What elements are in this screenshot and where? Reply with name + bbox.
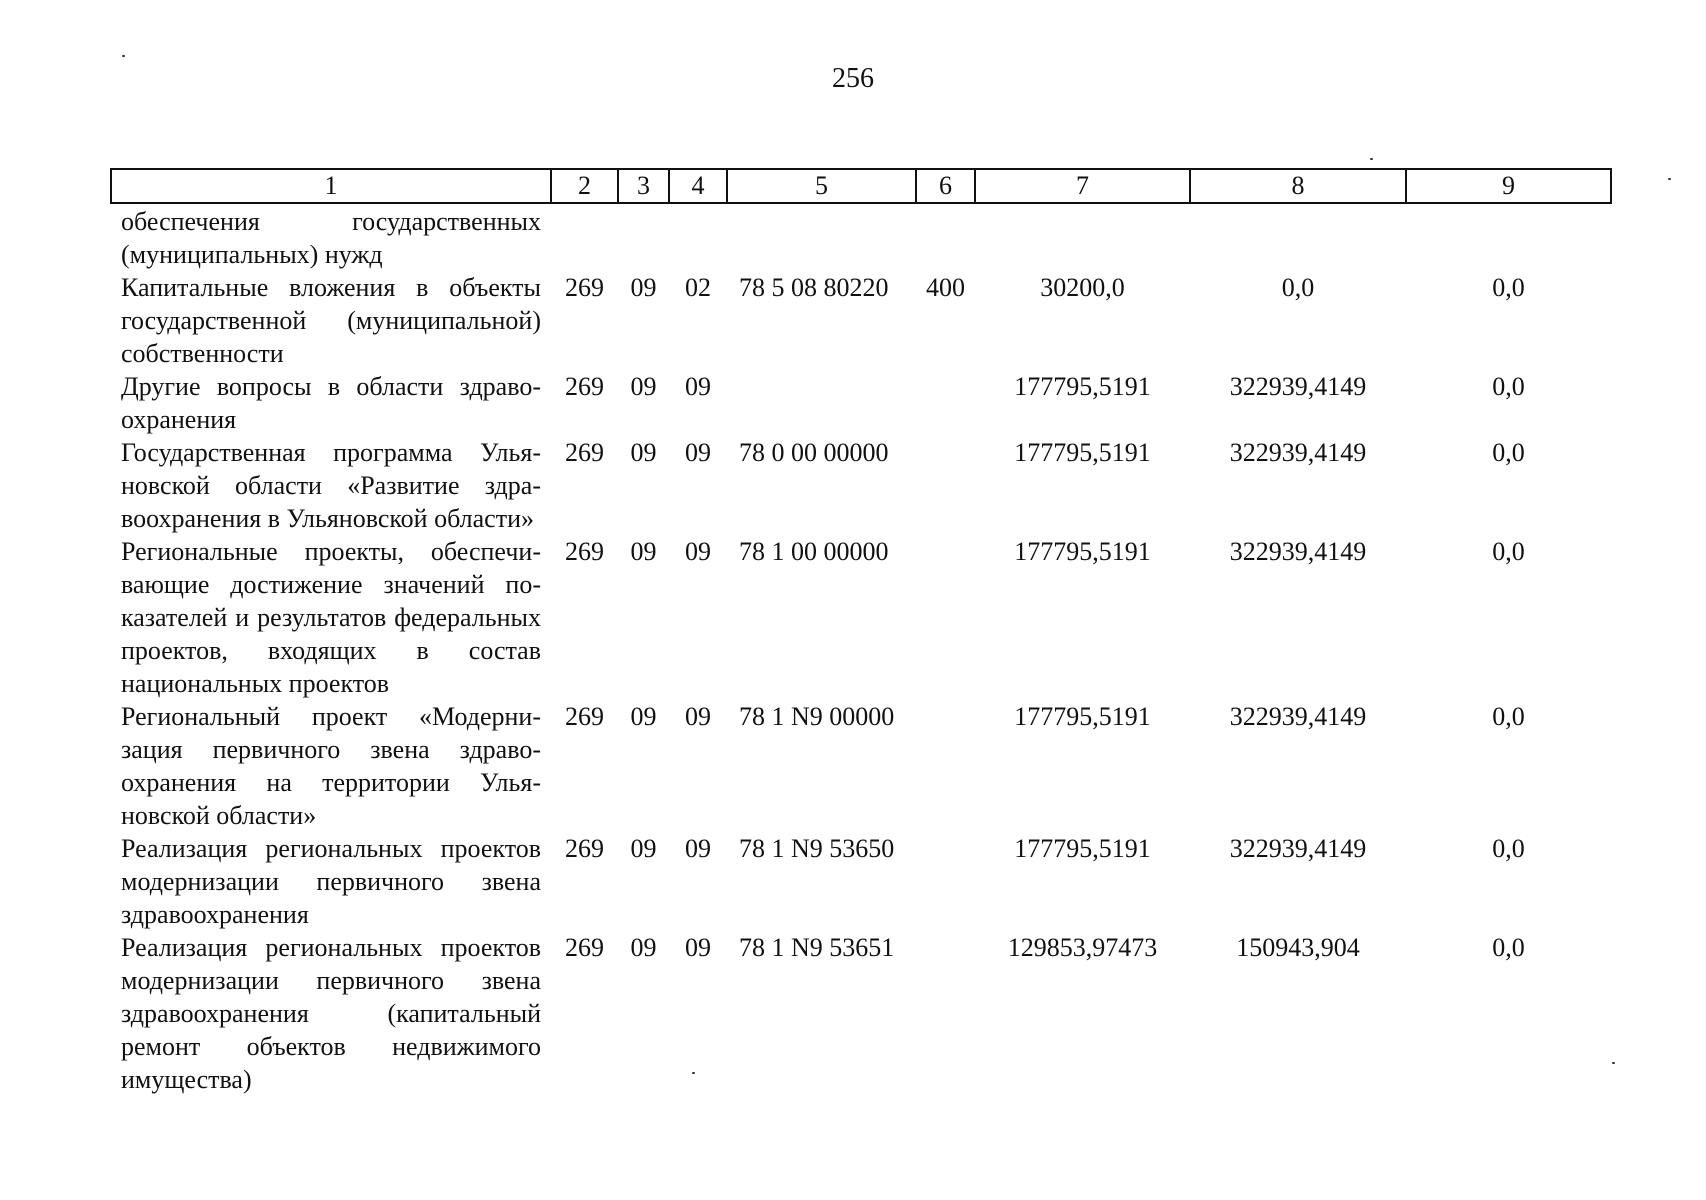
cell-col9: 0,0	[1492, 834, 1525, 863]
cell-col6	[916, 370, 975, 436]
cell-col4: 02	[685, 273, 711, 302]
cell-col4: 09	[685, 702, 711, 731]
cell-col7: 177795,5191	[1014, 834, 1151, 863]
cell-col8: 0,0	[1281, 273, 1315, 302]
cell-col2: 269	[565, 372, 604, 401]
table-row	[111, 436, 1611, 535]
cell-col2: 269	[565, 933, 604, 962]
cell-col7: 177795,5191	[1014, 438, 1151, 467]
cell-col3: 09	[630, 372, 657, 401]
table-row	[111, 535, 1611, 700]
row-name: Региональные проекты, обеспечивающие достижение значений показателей и результатов федеральных проектов, входящих в состав национальных проектов	[121, 537, 541, 698]
table-row	[111, 203, 1611, 271]
cell-col5	[727, 370, 916, 436]
cell-col4: 09	[685, 372, 711, 401]
cell-col7: 129853,97473	[1007, 933, 1158, 962]
row-name: Региональный проект «Модернизация первичного звена здравоохранения на территории Ульяновской области»	[121, 702, 541, 830]
cell-col5: 78 1 N9 00000	[739, 702, 895, 731]
cell-col8	[1190, 203, 1406, 271]
cell-col8: 150943,904	[1236, 933, 1360, 962]
cell-col3: 09	[630, 933, 657, 962]
cell-col9: 0,0	[1492, 537, 1525, 566]
cell-col6	[916, 832, 975, 931]
cell-col9: 0,0	[1492, 273, 1525, 302]
cell-col7	[975, 203, 1190, 271]
cell-col2: 269	[565, 537, 604, 566]
cell-col5: 78 1 N9 53651	[739, 933, 895, 962]
column-header: 1	[111, 169, 551, 203]
cell-col7: 30200,0	[1040, 273, 1125, 302]
cell-col5: 78 1 00 00000	[739, 537, 889, 566]
row-name: Реализация региональных проектов модернизации первичного звена здравоохранения (капитальный ремонт объектов недвижимого имущества)	[121, 933, 541, 1094]
page-number: 256	[832, 63, 874, 94]
cell-col5: 78 0 00 00000	[739, 438, 889, 467]
table-row	[111, 370, 1611, 436]
scan-speck	[692, 1072, 695, 1074]
column-header: 6	[916, 169, 975, 203]
column-header: 5	[727, 169, 916, 203]
cell-col5	[727, 203, 916, 271]
table-row	[111, 700, 1611, 832]
scan-speck	[1370, 158, 1373, 160]
cell-col3: 09	[630, 273, 657, 302]
cell-col2: 269	[565, 438, 604, 467]
table-row	[111, 832, 1611, 931]
cell-col4	[669, 203, 727, 271]
cell-col4: 09	[685, 438, 711, 467]
cell-col6	[916, 931, 975, 1096]
row-name: Другие вопросы в области здравоохранения	[121, 372, 541, 434]
row-name: обеспечения государственных (муниципальных) нужд	[121, 207, 541, 269]
table-row	[111, 271, 1611, 370]
column-header: 8	[1190, 169, 1406, 203]
cell-col4: 09	[685, 933, 711, 962]
cell-col6	[916, 203, 975, 271]
cell-col7: 177795,5191	[1014, 372, 1151, 401]
column-header: 2	[551, 169, 618, 203]
cell-col9	[1406, 203, 1611, 271]
scan-speck	[1668, 178, 1671, 180]
column-header: 4	[669, 169, 727, 203]
budget-table	[110, 168, 1612, 1096]
cell-col2	[551, 203, 618, 271]
table-row	[111, 931, 1611, 1096]
cell-col4: 09	[685, 834, 711, 863]
row-name: Капитальные вложения в объекты государственной (муниципальной) собственности	[121, 273, 541, 368]
cell-col9: 0,0	[1492, 438, 1525, 467]
cell-col9: 0,0	[1492, 702, 1525, 731]
cell-col2: 269	[565, 702, 604, 731]
row-name: Реализация региональных проектов модернизации первичного звена здравоохранения	[121, 834, 541, 929]
cell-col5: 78 1 N9 53650	[739, 834, 895, 863]
cell-col2: 269	[565, 273, 604, 302]
cell-col8: 322939,4149	[1229, 834, 1367, 863]
column-header: 3	[618, 169, 669, 203]
column-header: 7	[975, 169, 1190, 203]
cell-col3: 09	[630, 834, 657, 863]
cell-col6	[916, 535, 975, 700]
cell-col5: 78 5 08 80220	[739, 273, 889, 302]
cell-col3: 09	[630, 537, 657, 566]
cell-col6: 400	[926, 273, 965, 302]
cell-col9: 0,0	[1492, 933, 1525, 962]
cell-col8: 322939,4149	[1229, 438, 1367, 467]
cell-col3	[618, 203, 669, 271]
row-name: Государственная программа Ульяновской области «Развитие здравоохранения в Ульяновской области»	[121, 438, 541, 533]
cell-col8: 322939,4149	[1229, 702, 1367, 731]
cell-col6	[916, 436, 975, 535]
scan-speck	[122, 55, 125, 57]
cell-col7: 177795,5191	[1014, 537, 1151, 566]
column-header: 9	[1406, 169, 1611, 203]
cell-col3: 09	[630, 438, 657, 467]
cell-col3: 09	[630, 702, 657, 731]
scan-speck	[1612, 1062, 1615, 1064]
cell-col6	[916, 700, 975, 832]
cell-col4: 09	[685, 537, 711, 566]
header-row	[111, 169, 1611, 203]
cell-col7: 177795,5191	[1014, 702, 1151, 731]
cell-col8: 322939,4149	[1229, 537, 1367, 566]
cell-col9: 0,0	[1492, 372, 1525, 401]
cell-col2: 269	[565, 834, 604, 863]
cell-col8: 322939,4149	[1229, 372, 1367, 401]
